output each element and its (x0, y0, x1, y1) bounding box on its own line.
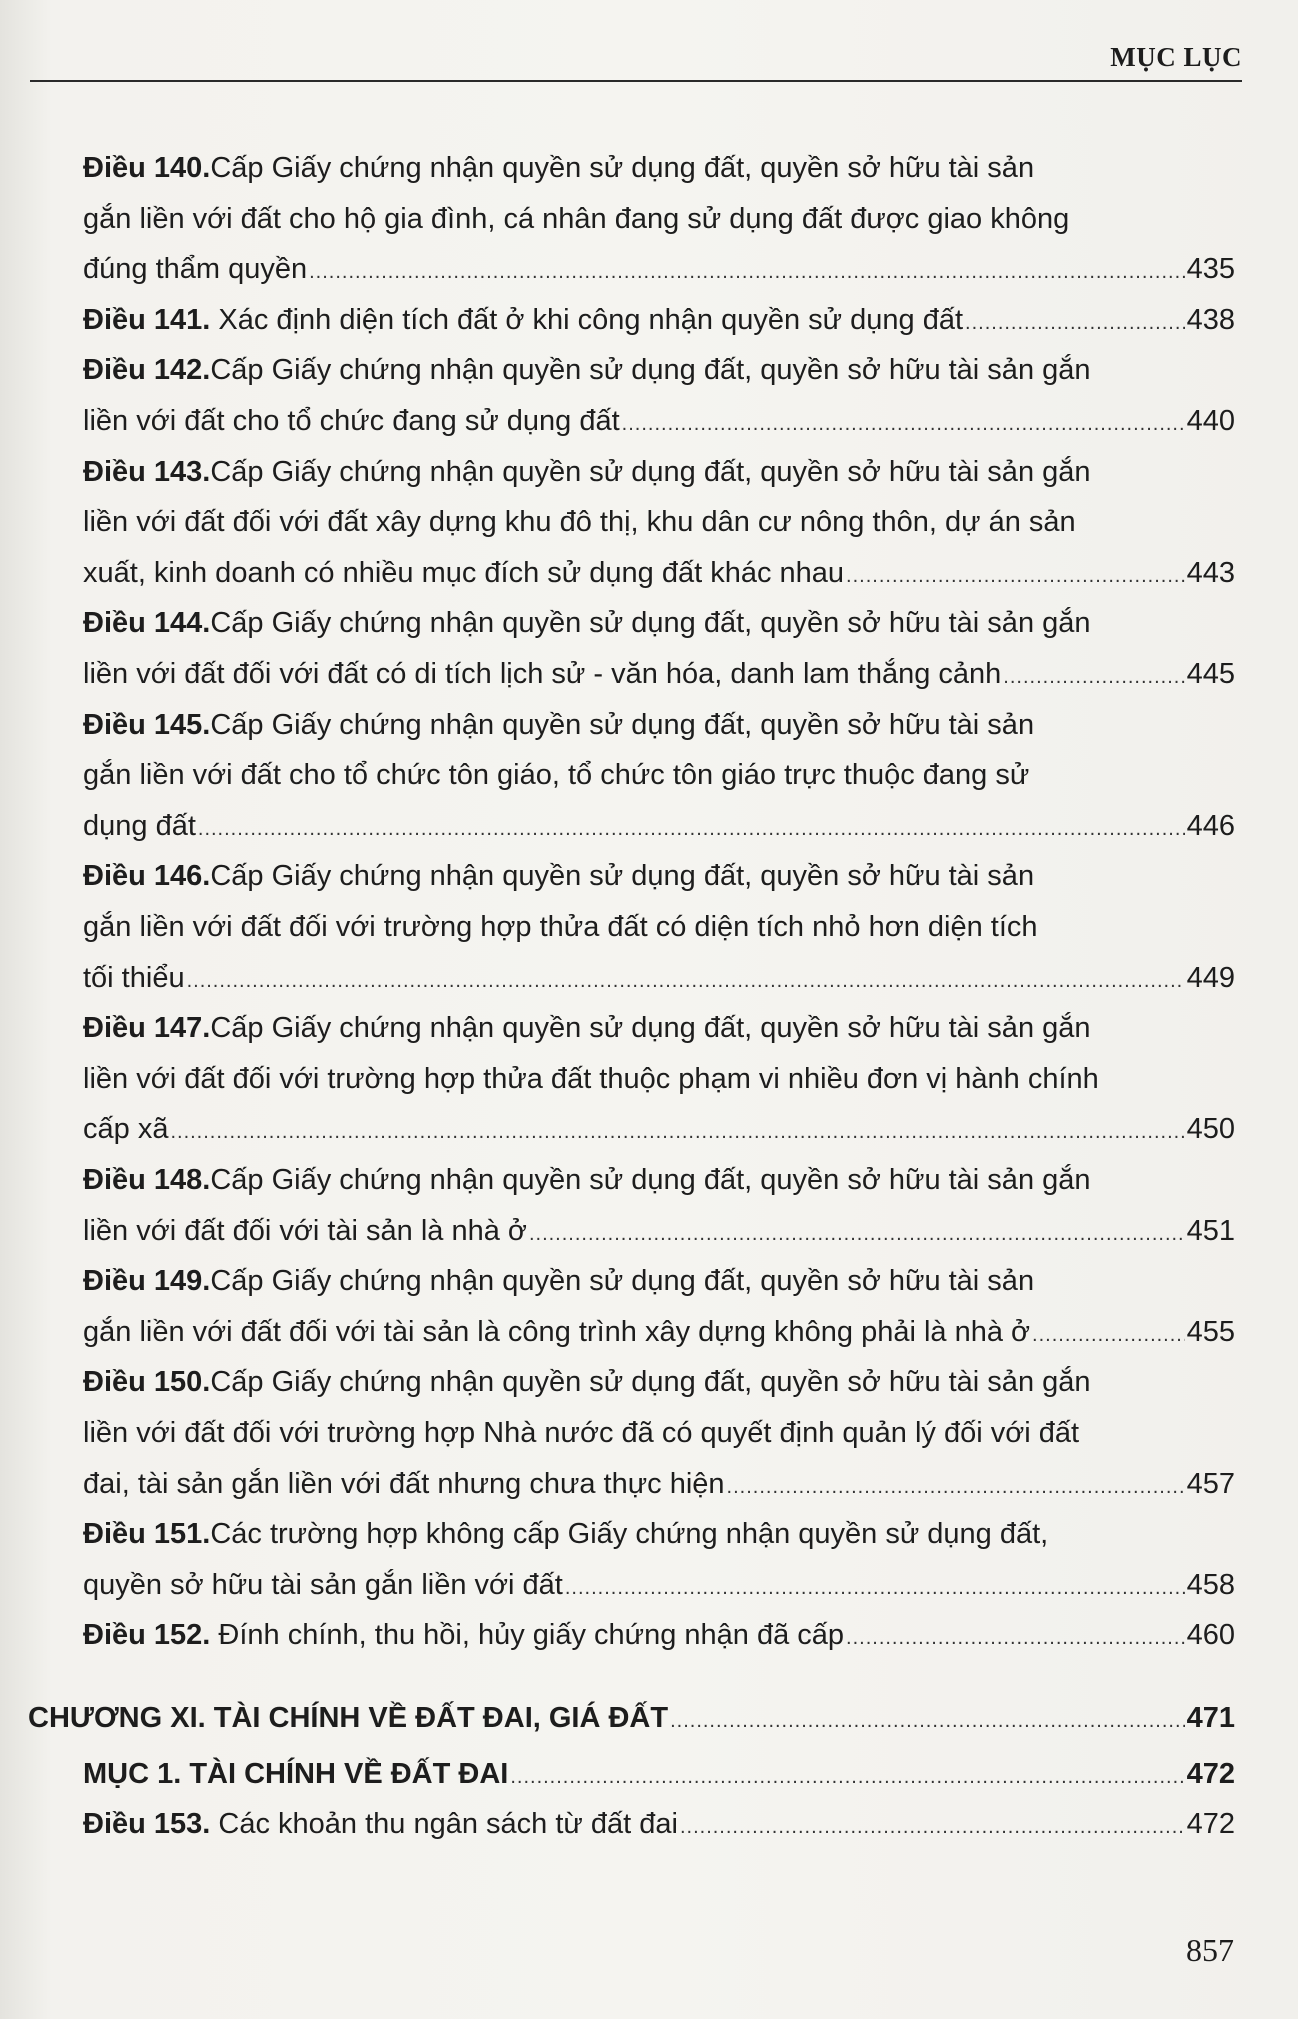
toc-entry-line[interactable] (83, 808, 1235, 847)
entry-text: gắn liền với đất cho hộ gia đình, cá nhân đang sử dụng đất được giao không (83, 202, 1070, 235)
chapter-entry[interactable] (28, 1700, 1235, 1739)
entry-text: Cấp Giấy chứng nhận quyền sử dụng đất, quyền sở hữu tài sản gắn (210, 1366, 1091, 1399)
toc-entry-line (83, 1364, 1235, 1400)
entry-label: Điều 143. (83, 455, 211, 488)
toc-entry-line[interactable] (83, 302, 1235, 341)
entry-page: 440 (1186, 405, 1235, 437)
entry-text: Cấp Giấy chứng nhận quyền sử dụng đất, quyền sở hữu tài sản gắn (210, 354, 1091, 387)
entry-text: đai, tài sản gắn liền với đất nhưng chưa thực hiện (83, 1467, 725, 1500)
entry-label: Điều 147. (83, 1012, 211, 1045)
entry-text: quyền sở hữu tài sản gắn liền với đất (83, 1568, 563, 1601)
entry-label: Điều 145. (83, 708, 211, 741)
toc-entry-line[interactable] (83, 656, 1235, 695)
entry-page: 457 (1186, 1467, 1235, 1500)
entry-text: xuất, kinh doanh có nhiều mục đích sử dụng đất khác nhau (83, 556, 845, 589)
dot-leader (309, 254, 1184, 290)
toc-entry-line[interactable] (83, 1111, 1235, 1150)
entry-text: Cấp Giấy chứng nhận quyền sử dụng đất, quyền sở hữu tài sản (210, 152, 1035, 184)
entry-label: Điều 146. (83, 860, 211, 893)
entry-page: 460 (1186, 1619, 1235, 1652)
entry-text: Các trường hợp không cấp Giấy chứng nhận quyền sử dụng đất, (210, 1518, 1049, 1551)
entry-text: Đính chính, thu hồi, hủy giấy chứng nhận đã cấp (218, 1619, 845, 1652)
entry-text: gắn liền với đất đối với trường hợp thửa đất có diện tích nhỏ hơn diện tích (83, 911, 1038, 943)
entry-text: Cấp Giấy chứng nhận quyền sử dụng đất, quyền sở hữu tài sản (210, 860, 1035, 893)
entry-text: liền với đất cho tổ chức đang sử dụng đất (83, 405, 620, 437)
toc-entry-line[interactable] (83, 1213, 1235, 1252)
entry-text: Các khoản thu ngân sách từ đất đai (218, 1808, 678, 1840)
toc-entry-line (83, 1061, 1235, 1097)
entry-label: Điều 144. (83, 607, 211, 640)
entry-page: 451 (1186, 1214, 1235, 1247)
entry-text: liền với đất đối với trường hợp thửa đất thuộc phạm vi nhiều đơn vị hành chính (83, 1062, 1099, 1095)
toc-entry-line (83, 605, 1235, 641)
toc-entry-line[interactable] (83, 555, 1235, 594)
entry-label: Điều 152. (83, 1619, 211, 1652)
entry-text: Cấp Giấy chứng nhận quyền sử dụng đất, quyền sở hữu tài sản (210, 1265, 1035, 1298)
toc-entry-line[interactable] (83, 960, 1235, 999)
dot-leader (680, 1809, 1185, 1845)
entry-text: đúng thẩm quyền (83, 253, 308, 286)
entry-page: 435 (1186, 253, 1235, 286)
dot-leader (670, 1703, 1185, 1739)
entry-text: Cấp Giấy chứng nhận quyền sử dụng đất, quyền sở hữu tài sản gắn (210, 455, 1091, 488)
entry-text: cấp xã (83, 1113, 169, 1146)
entry-page: 438 (1186, 303, 1235, 336)
dot-leader (846, 1620, 1185, 1656)
dot-leader (529, 1216, 1185, 1252)
toc-entry-line (83, 1162, 1235, 1198)
entry-page: 472 (1186, 1808, 1235, 1840)
entry-page: 446 (1186, 809, 1235, 842)
entry-text: liền với đất đối với đất xây dựng khu đô thị, khu dân cư nông thôn, dự án sản (83, 506, 1076, 539)
dot-leader (170, 1114, 1184, 1150)
toc-entry-last[interactable] (83, 1806, 1235, 1845)
page-number: 857 (1186, 1932, 1234, 1968)
entry-page: 443 (1186, 556, 1235, 589)
entry-label: Điều 142. (83, 354, 211, 387)
entry-text: liền với đất đối với tài sản là nhà ở (83, 1214, 527, 1247)
entry-label: Điều 153. (83, 1808, 211, 1840)
entry-text: liền với đất đối với đất có di tích lịch sử - văn hóa, danh lam thắng cảnh (83, 658, 1002, 690)
entry-page: 449 (1186, 961, 1235, 994)
chapter-page: 471 (1186, 1702, 1235, 1734)
entry-text: Cấp Giấy chứng nhận quyền sử dụng đất, quyền sở hữu tài sản gắn (210, 1164, 1091, 1196)
entry-page: 450 (1186, 1113, 1235, 1146)
toc-entry-line (83, 1263, 1235, 1299)
dot-leader (187, 963, 1185, 999)
entry-text: tối thiểu (83, 961, 185, 994)
entry-page: 455 (1186, 1315, 1235, 1348)
entry-text: gắn liền với đất cho tổ chức tôn giáo, tổ chức tôn giáo trực thuộc đang sử (83, 759, 1030, 792)
toc-entry-line (83, 352, 1235, 388)
toc-entry-line (83, 504, 1235, 540)
entry-text: Xác định diện tích đất ở khi công nhận quyền sử dụng đất (218, 303, 964, 336)
dot-leader (965, 305, 1185, 341)
entry-text: Cấp Giấy chứng nhận quyền sử dụng đất, quyền sở hữu tài sản gắn (210, 607, 1091, 640)
entry-text: gắn liền với đất đối với tài sản là công trình xây dựng không phải là nhà ở (83, 1315, 1031, 1348)
chapter-title: CHƯƠNG XI. TÀI CHÍNH VỀ ĐẤT ĐAI, GIÁ ĐẤT (28, 1702, 669, 1734)
dot-leader (1003, 659, 1184, 695)
section-page: 472 (1186, 1758, 1235, 1790)
toc-entry-line (83, 1010, 1235, 1046)
dot-leader (727, 1469, 1185, 1505)
entry-label: Điều 151. (83, 1518, 211, 1551)
entry-label: Điều 149. (83, 1265, 211, 1298)
dot-leader (565, 1570, 1185, 1606)
section-entry[interactable] (83, 1756, 1235, 1795)
entry-text: Cấp Giấy chứng nhận quyền sử dụng đất, quyền sở hữu tài sản gắn (210, 1012, 1091, 1045)
toc-entry-line (83, 150, 1235, 186)
toc-entry-line[interactable] (83, 403, 1235, 442)
toc-entry-line[interactable] (83, 251, 1235, 290)
entry-page: 458 (1186, 1568, 1235, 1601)
entry-label: Điều 148. (83, 1164, 211, 1196)
toc-entry-line (83, 757, 1235, 793)
entry-text: Cấp Giấy chứng nhận quyền sử dụng đất, quyền sở hữu tài sản (210, 708, 1035, 741)
header-title: MỤC LỤC (1110, 42, 1242, 72)
toc-entry-line (83, 1415, 1235, 1451)
entry-text: liền với đất đối với trường hợp Nhà nước đã có quyết định quản lý đối với đất (83, 1417, 1080, 1449)
entry-label: Điều 140. (83, 152, 211, 184)
toc-entry-line[interactable] (83, 1466, 1235, 1505)
dot-leader (510, 1759, 1184, 1795)
entry-label: Điều 141. (83, 303, 211, 336)
entry-page: 445 (1186, 658, 1235, 690)
section-title: MỤC 1. TÀI CHÍNH VỀ ĐẤT ĐAI (83, 1758, 509, 1790)
toc-entry-line (83, 201, 1235, 237)
toc-entry-line (83, 707, 1235, 743)
toc-entry-line[interactable] (83, 1617, 1235, 1656)
toc-entry-line (83, 858, 1235, 894)
entry-label: Điều 150. (83, 1366, 211, 1399)
entry-text: dụng đất (83, 809, 196, 842)
dot-leader (1032, 1317, 1185, 1353)
toc-entry-line (83, 1516, 1235, 1552)
toc-entry-line[interactable] (83, 1567, 1235, 1606)
toc-entry-line[interactable] (83, 1314, 1235, 1353)
dot-leader (198, 811, 1185, 847)
dot-leader (846, 558, 1185, 594)
dot-leader (622, 406, 1185, 442)
toc-entry-line (83, 909, 1235, 945)
toc-entry-line (83, 454, 1235, 490)
